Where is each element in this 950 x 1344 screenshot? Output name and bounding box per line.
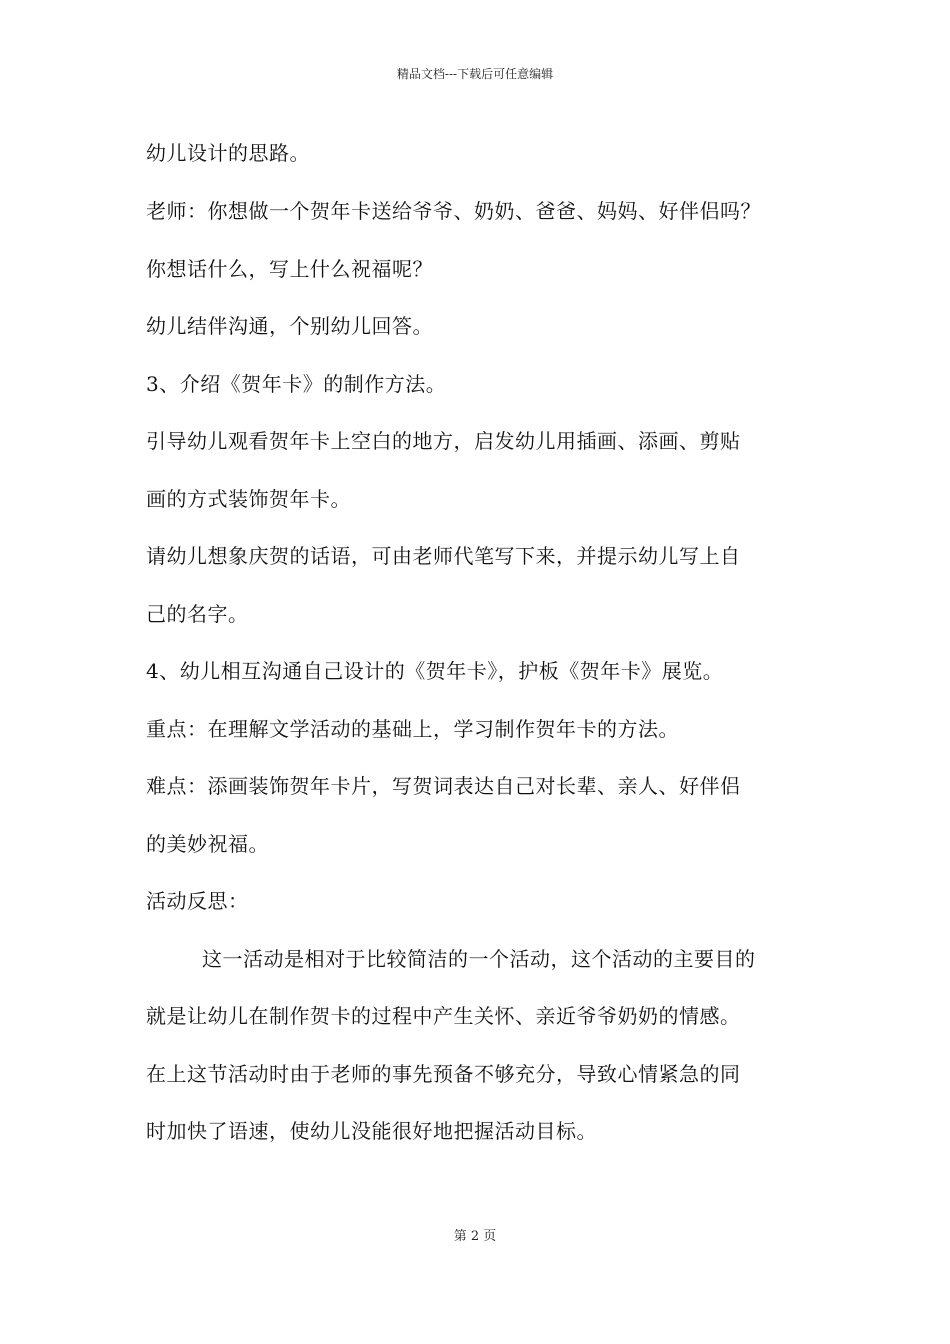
text-line: 3、介绍《贺年卡》的制作方法。 [146, 372, 447, 396]
text-line: 4、幼儿相互沟通自己设计的《贺年卡》，护板《贺年卡》展览。 [146, 659, 724, 683]
text-line: 时加快了语速，使幼儿没能很好地把握活动目标。 [146, 1119, 597, 1143]
text-line: 难点：添画装饰贺年卡片，写贺词表达自己对长辈、亲人、好伴侣 [146, 774, 741, 798]
section-heading: 活动反思： [146, 889, 249, 913]
text-line: 己的名字。 [146, 602, 249, 626]
text-line: 老师：你想做一个贺年卡送给爷爷、奶奶、爸爸、妈妈、好伴侣吗？ [146, 199, 761, 223]
text-line: 重点：在理解文学活动的基础上，学习制作贺年卡的方法。 [146, 717, 679, 741]
text-line: 画的方式装饰贺年卡。 [146, 487, 351, 511]
text-line: 的美妙祝福。 [146, 832, 269, 856]
text-line: 这一活动是相对于比较简洁的一个活动，这个活动的主要目的 [202, 947, 756, 971]
page-header: 精品文档---下载后可任意编辑 [396, 67, 554, 81]
text-line: 在上这节活动时由于老师的事先预备不够充分，导致心情紧急的同 [146, 1062, 741, 1086]
text-line: 就是让幼儿在制作贺卡的过程中产生关怀、亲近爷爷奶奶的情感。 [146, 1004, 741, 1028]
text-line: 幼儿结伴沟通，个别幼儿回答。 [146, 314, 433, 338]
text-line: 幼儿设计的思路。 [146, 141, 310, 165]
text-line: 你想话什么，写上什么祝福呢？ [146, 257, 433, 281]
page-number: 第 2 页 [453, 1229, 497, 1244]
text-line: 请幼儿想象庆贺的话语，可由老师代笔写下来，并提示幼儿写上自 [146, 544, 741, 568]
text-line: 引导幼儿观看贺年卡上空白的地方，启发幼儿用插画、添画、剪贴 [146, 429, 741, 453]
